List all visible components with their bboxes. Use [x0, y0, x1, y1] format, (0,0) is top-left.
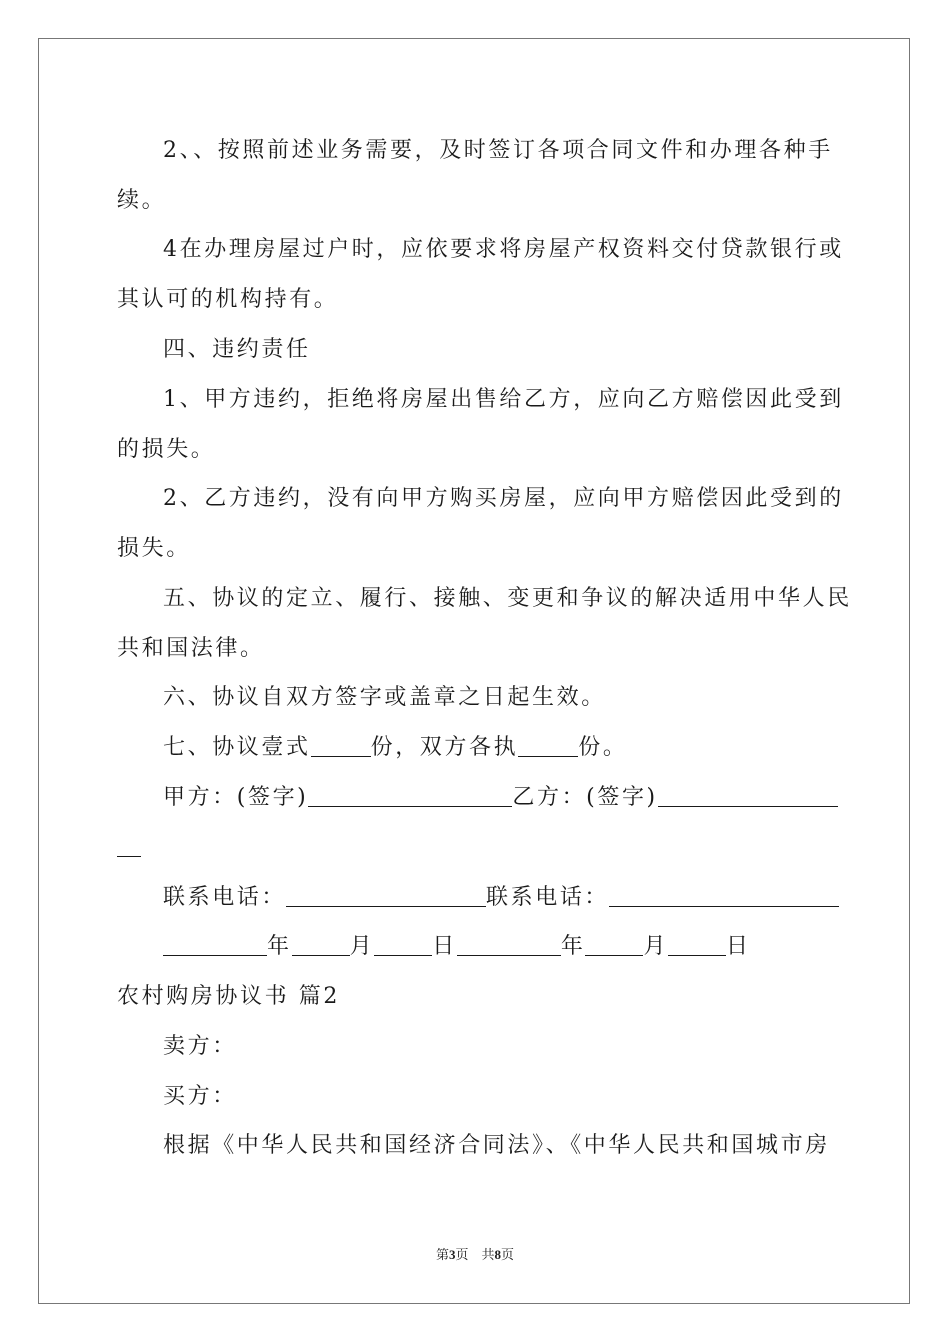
paragraph-line: 五、协议的定立、履行、接触、变更和争议的解决适用中华人民 [163, 586, 852, 611]
date-a-day: 日 [432, 934, 457, 959]
copies-middle: 份，双方各执 [370, 735, 519, 760]
buyer-label: 买方： [163, 1084, 237, 1109]
contact-a-blank [286, 886, 486, 907]
copies-each-blank [518, 736, 578, 757]
copies-clause [163, 733, 627, 763]
contact-b-blank [609, 886, 839, 907]
date-b-day-blank [668, 935, 726, 956]
page-footer [0, 1246, 950, 1264]
paragraph-line: 4在办理房屋过户时，应依要求将房屋产权资料交付贷款银行或 [163, 237, 844, 262]
date-b-day: 日 [726, 934, 751, 959]
paragraph-line: 其认可的机构持有。 [117, 287, 339, 312]
page-border [38, 38, 910, 1304]
paragraph-line: 续。 [117, 188, 167, 213]
footer-text: 第 [435, 1247, 449, 1262]
date-a-day-blank [374, 935, 432, 956]
date-a-month-blank [292, 935, 350, 956]
paragraph-line: 根据《中华人民共和国经济合同法》、《中华人民共和国城市房 [163, 1133, 830, 1158]
footer-text: 页 共 [455, 1247, 495, 1262]
contact-b-label: 联系电话： [486, 885, 610, 910]
copies-total-blank [311, 736, 371, 757]
date-a-month: 月 [349, 934, 375, 959]
contact-row [163, 883, 839, 913]
copies-prefix: 七、协议壹式 [163, 735, 311, 760]
signature-blank-continued [117, 836, 141, 857]
paragraph-line: 的损失。 [117, 437, 216, 462]
party-a-signature-label: 甲方：(签字) [163, 785, 309, 810]
footer-text: 页 [501, 1247, 515, 1262]
date-b-month-blank [585, 935, 643, 956]
paragraph-line: 2、乙方违约，没有向甲方购买房屋，应向甲方赔偿因此受到的 [163, 486, 844, 511]
date-b-year-blank [457, 935, 561, 956]
paragraph-line: 共和国法律。 [117, 636, 265, 661]
contact-a-label: 联系电话： [163, 885, 287, 910]
date-b-month: 月 [643, 934, 669, 959]
copies-suffix: 份。 [578, 735, 628, 760]
paragraph-line: 2、、按照前述业务需要，及时签订各项合同文件和办理各种手 [163, 138, 833, 163]
paragraph-line: 六、协议自双方签字或盖章之日起生效。 [163, 685, 606, 710]
signature-overflow [117, 833, 141, 863]
current-page-number: 3 [448, 1247, 456, 1262]
date-a-year: 年 [267, 934, 292, 959]
article-title: 农村购房协议书 篇2 [117, 984, 340, 1009]
section-heading: 四、违约责任 [163, 337, 311, 362]
date-b-year: 年 [560, 934, 586, 959]
date-a-year-blank [163, 935, 267, 956]
paragraph-line: 1、甲方违约，拒绝将房屋出售给乙方，应向乙方赔偿因此受到 [163, 387, 844, 412]
signature-row [163, 783, 838, 813]
seller-label: 卖方： [163, 1034, 237, 1059]
party-b-signature-blank [658, 786, 838, 807]
paragraph-line: 损失。 [117, 536, 191, 561]
party-a-signature-blank [308, 786, 512, 807]
total-page-number: 8 [494, 1247, 501, 1262]
date-row [163, 932, 751, 962]
party-b-signature-label: 乙方：(签字) [512, 785, 658, 810]
